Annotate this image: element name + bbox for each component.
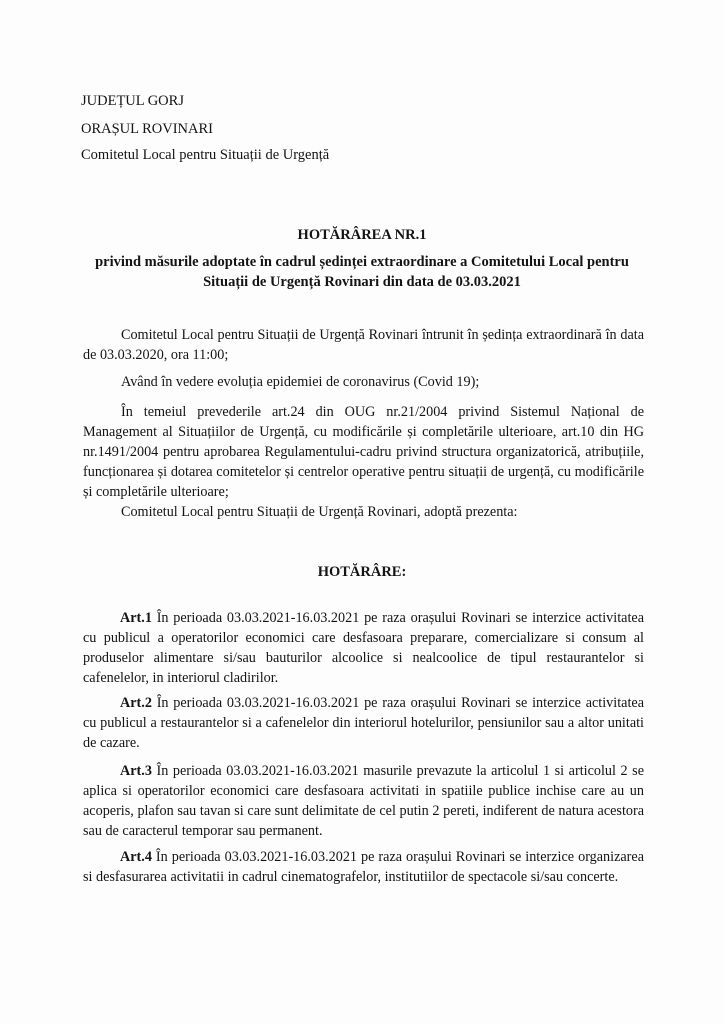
- subtitle-line-2: Situații de Urgență Rovinari din data de 03.03.2021: [203, 274, 521, 290]
- committee-header: Comitetul Local pentru Situații de Urgență: [81, 147, 330, 163]
- article-label: Art.4: [120, 849, 152, 865]
- article-4: [83, 847, 644, 887]
- article-text: În perioada 03.03.2021-16.03.2021 masurile prevazute la articolul 1 si articolul 2 se aplica si operatorilor economici care desfasoara activitati in spatiile publice inchise care au un acoperis, plafon sau tavan si care sunt delimitate de cel putin 2 pereti, indiferent de natura acestora sau de caracterul temporar sau permanent.: [83, 763, 644, 839]
- county-header: JUDEȚUL GORJ: [81, 93, 184, 109]
- article-2: [83, 693, 644, 753]
- preamble-paragraph-4: Comitetul Local pentru Situații de Urgență Rovinari, adoptă prezenta:: [121, 504, 518, 520]
- article-text: În perioada 03.03.2021-16.03.2021 pe raza orașului Rovinari se interzice activitatea cu publicul a operatorilor economici care desfasoara preparare, comercializare si consum al produselor alimentare si/sau bauturilor alcoolice si nealcoolice de tipul restaurantelor si cafenelelor, in interiorul cladirilor.: [83, 610, 644, 686]
- article-1: [83, 608, 644, 688]
- preamble-paragraph-3: În temeiul prevederile art.24 din OUG nr.21/2004 privind Sistemul Național de Management al Situațiilor de Urgență, cu modificările și completările ulterioare, art.10 din HG nr.1491/2004 pentru aprobarea Regulamentului-cadru privind structura organizatorică, atribuțiile, funcționarea și dotarea comitetelor și centrelor operative pentru situații de urgență, cu modificările și completările ulterioare;: [83, 404, 644, 500]
- article-text: În perioada 03.03.2021-16.03.2021 pe raza orașului Rovinari se interzice organizarea si desfasurarea activitatii in cadrul cinematografelor, institutiilor de spectacole si/sau concerte.: [83, 849, 644, 885]
- article-label: Art.3: [120, 763, 152, 779]
- subtitle-line-1: privind măsurile adoptate în cadrul ședinței extraordinare a Comitetului Local pentru: [95, 254, 629, 270]
- decision-heading: HOTĂRÂRE:: [317, 564, 407, 580]
- preamble-paragraph-2: Având în vedere evoluția epidemiei de coronavirus (Covid 19);: [121, 374, 480, 390]
- article-3: [83, 761, 644, 841]
- decision-title: HOTĂRÂREA NR.1: [297, 227, 427, 243]
- article-label: Art.1: [120, 610, 152, 626]
- town-header: ORAȘUL ROVINARI: [81, 121, 213, 137]
- article-text: În perioada 03.03.2021-16.03.2021 pe raza orașului Rovinari se interzice activitatea cu publicul a restaurantelor si a cafenelelor din interiorul hotelurilor, pensiunilor sau a altor unitati de cazare.: [83, 695, 644, 751]
- preamble-paragraph-1: Comitetul Local pentru Situații de Urgență Rovinari întrunit în ședința extraordinară în data de 03.03.2020, ora 11:00;: [83, 327, 644, 363]
- article-label: Art.2: [120, 695, 152, 711]
- decision-subtitle: [60, 252, 664, 292]
